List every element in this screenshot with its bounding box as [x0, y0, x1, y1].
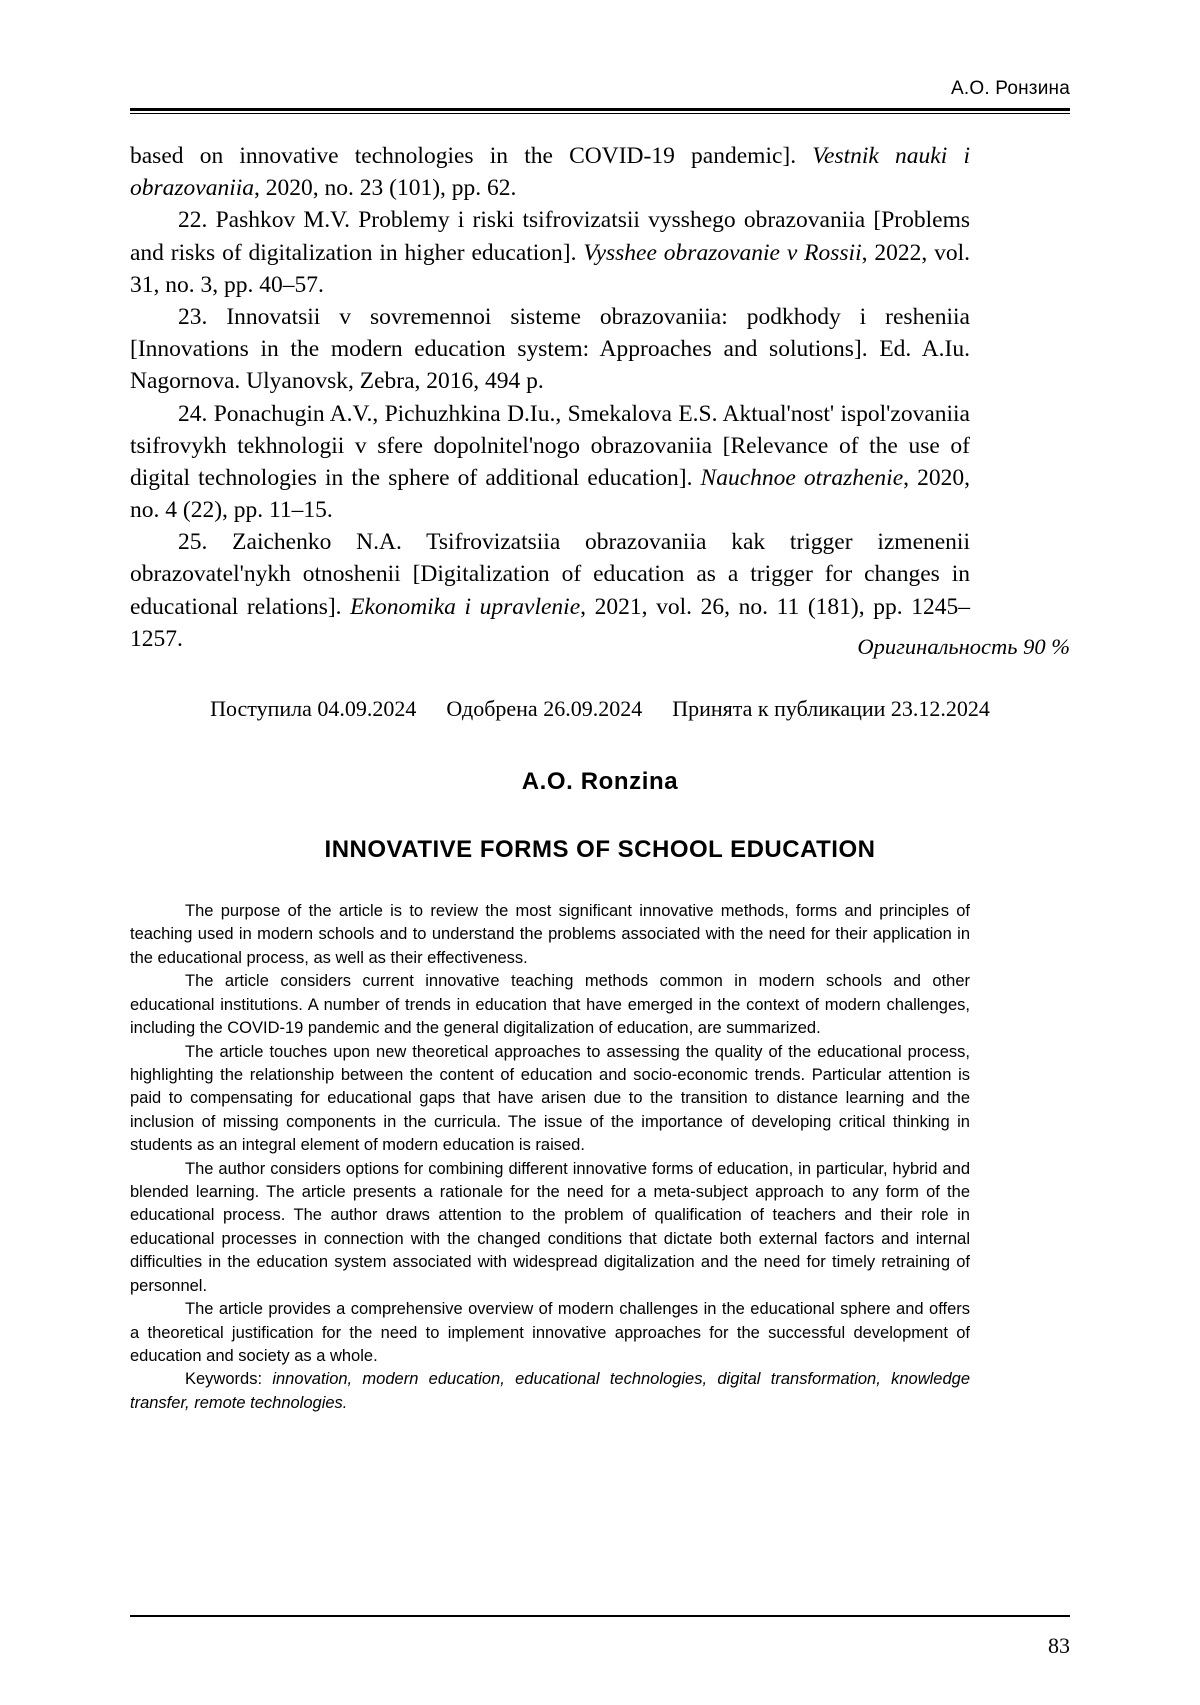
reference-text-before: 22. Pashkov M.V. Problemy i riski tsifrovizatsii vysshego obrazovaniia [Problems and risks of digitalization in higher education].	[130, 207, 970, 266]
keywords-line	[130, 1368, 970, 1415]
reference-item	[130, 204, 970, 301]
page-number: 83	[1048, 1633, 1070, 1658]
date-received: Поступила 04.09.2024	[210, 696, 417, 721]
abstract-paragraph: The author considers options for combining different innovative forms of education, in particular, hybrid and blended learning. The article presents a rationale for the need for a meta-subject approach to any form of the educational process. The author draws attention to the problem of qualification of teachers and their role in educational processes in connection with the changed conditions that dictate both external factors and internal difficulties in the education system associated with widespread digitalization and the need for timely retraining of personnel.	[130, 1159, 970, 1295]
reference-text-after: , 2020, no. 4 (22), pp. 11–15.	[130, 464, 971, 524]
reference-text-after: , 2021, vol. 26, no. 11 (181), pp. 1245–1257.	[130, 593, 970, 652]
date-approved: Одобрена 26.09.2024	[446, 696, 643, 721]
article-title: INNOVATIVE FORMS OF SCHOOL EDUCATION	[324, 836, 876, 863]
abstract-block	[130, 900, 970, 1415]
abstract-paragraph: The purpose of the article is to review the most significant innovative methods, forms and principles of teaching used in modern schools and to understand the problems associated with the need for their application in the educational process, as well as their effectiveness.	[130, 902, 970, 967]
reference-source-italic: Vestnik nauki i obrazovaniia	[130, 143, 970, 202]
reference-item	[130, 301, 970, 398]
reference-text-after: , 2020, no. 23 (101), pp. 62.	[254, 175, 517, 202]
header-rule	[130, 108, 1070, 114]
reference-text-after: , 2022, vol. 31, no. 3, pp. 40–57.	[130, 239, 971, 298]
reference-source-italic: Vysshee obrazovanie v Rossii	[583, 239, 862, 266]
reference-text-before: 23. Innovatsii v sovremennoi sisteme obrazovaniia: podkhody i resheniia [Innovations in the modern education system: Approaches and solutions]. Ed. A.Iu. Nagornova. Ulyanovsk, Zebra, 2016, 494 p.	[130, 303, 970, 395]
abstract-paragraph: The article considers current innovative teaching methods common in modern schools and other educational institutions. A number of trends in education that have emerged in the context of modern challenges, including the COVID-19 pandemic and the general digitalization of education, are summarized.	[130, 972, 970, 1038]
keywords-value: innovation, modern education, educational technologies, digital transformation, knowledge transfer, remote technologies.	[130, 1370, 970, 1412]
running-head: А.О. Ронзина	[951, 78, 1070, 99]
keywords-label: Keywords:	[185, 1370, 273, 1389]
article-author: A.O. Ronzina	[521, 768, 679, 795]
reference-item	[130, 140, 970, 204]
date-accepted: Принята к публикации 23.12.2024	[672, 696, 990, 721]
reference-text-before: based on innovative technologies in the COVID-19 pandemic].	[130, 143, 813, 169]
abstract-paragraph: The article provides a comprehensive overview of modern challenges in the educational sphere and offers a theoretical justification for the need to implement innovative approaches for the successful development of education and society as a whole.	[130, 1300, 970, 1366]
abstract-paragraph: The article touches upon new theoretical approaches to assessing the quality of the educational process, highlighting the relationship between the content of education and socio-economic trends. Particular attention is paid to compensating for educational gaps that have arisen due to the transition to distance learning and the inclusion of missing components in the curricula. The issue of the importance of developing critical thinking in students as an integral element of modern education is raised.	[130, 1042, 970, 1155]
reference-text-before: 25. Zaichenko N.A. Tsifrovizatsiia obrazovaniia kak trigger izmenenii obrazovatel'nykh otnoshenii [Digitalization of education as a trigger for changes in educational relations].	[130, 529, 970, 620]
reference-source-italic: Nauchnoe otrazhenie	[700, 464, 904, 491]
reference-item	[130, 398, 970, 527]
originality-note: Оригинальность 90 %	[857, 634, 1070, 659]
submission-dates	[130, 696, 1070, 722]
footer-rule	[130, 1615, 1070, 1617]
reference-text-before: 24. Ponachugin A.V., Pichuzhkina D.Iu., Smekalova E.S. Aktual'nost' ispol'zovaniia tsifrovykh tekhnologii v sfere dopolnitel'nogo obrazovaniia [Relevance of the use of digital technologies in the sphere of additional education].	[130, 400, 970, 491]
reference-source-italic: Ekonomika i upravlenie	[350, 593, 581, 620]
references-list	[130, 140, 970, 655]
